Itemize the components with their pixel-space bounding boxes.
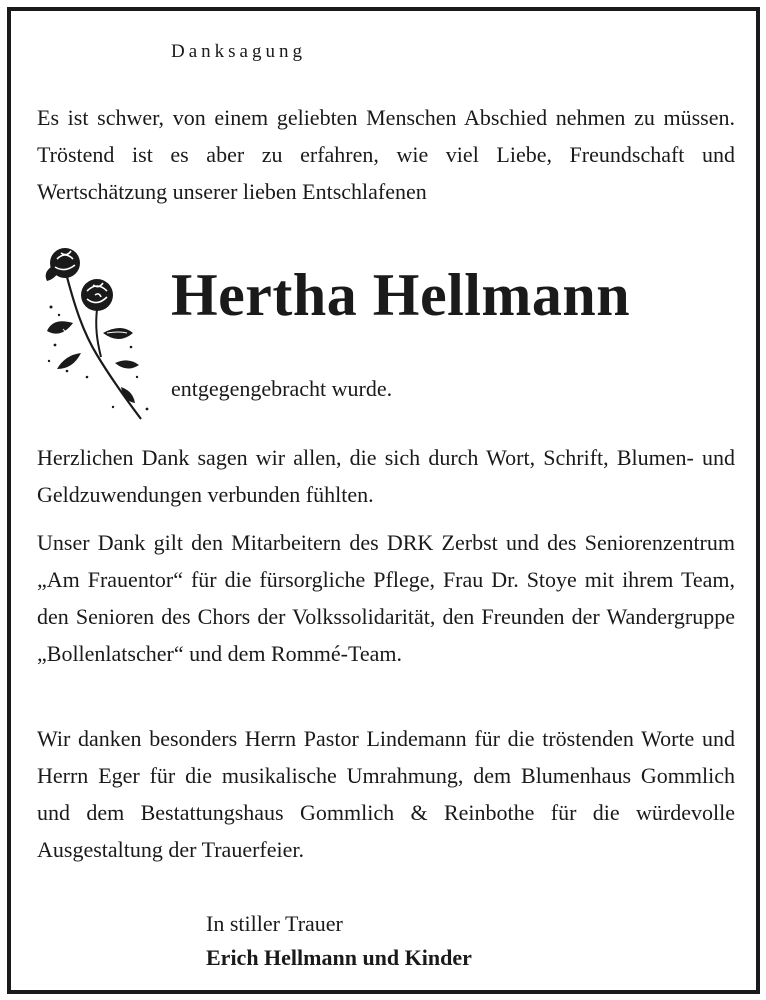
roses-icon <box>37 237 159 423</box>
after-name-text: entgegengebracht wurde. <box>171 376 393 401</box>
thanks-paragraph-3: Wir danken besonders Herrn Pastor Lindemann für die tröstenden Worte und Herrn Eger für die musikalische Umrahmung, dem Blumenhaus Gommlich und dem Bestattungshaus Gommlich & Reinbothe für die würdevolle Ausgestaltung der Trauerfeier. <box>37 726 735 862</box>
deceased-name: Hertha Hellmann <box>171 262 631 328</box>
closing-line: In stiller Trauer <box>206 911 343 936</box>
signature: Erich Hellmann und Kinder <box>206 945 472 970</box>
notice-frame <box>7 7 760 994</box>
intro-paragraph: Es ist schwer, von einem geliebten Menschen Abschied nehmen zu müssen. Tröstend ist es aber zu erfahren, wie viel Liebe, Freundschaft und Wertschätzung unserer lieben Entschlafenen <box>37 105 735 204</box>
thanks-paragraph-2: Unser Dank gilt den Mitarbeitern des DRK Zerbst und des Seniorenzentrum „Am Frauentor“ für die fürsorgliche Pflege, Frau Dr. Stoye mit ihrem Team, den Senioren des Chors der Volkssolidarität, den Freunden der Wandergruppe „Bollenlatscher“ und dem Rommé-Team. <box>37 530 735 666</box>
thanks-paragraph-1: Herzlichen Dank sagen wir allen, die sich durch Wort, Schrift, Blumen- und Geldzuwendungen verbunden fühlten. <box>37 445 735 507</box>
notice-heading: Danksagung <box>171 41 306 62</box>
